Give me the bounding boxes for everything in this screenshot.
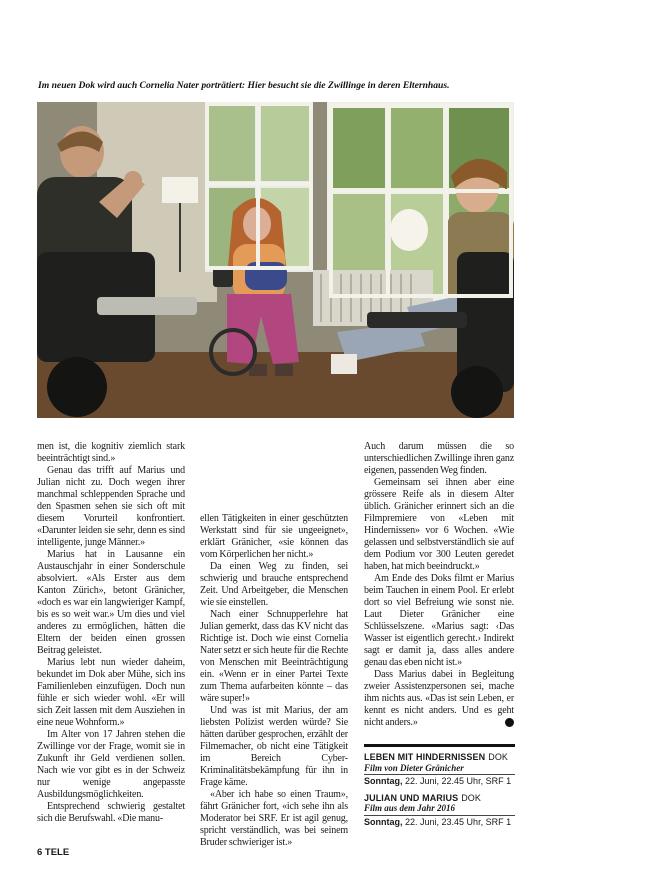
paragraph: Marius hat in Lausanne ein Austauschjahr in einer Sonderschule absolviert. «Als Erster aus dem Kanton Zürich», betont Gränicher, «doch es war ein langwieriger Kampf, bis es so weit war.» Um dies und viel anderes zu ermöglichen, hätten die Eltern der beiden einen grossen Beitrag geleistet.: [37, 549, 185, 656]
paragraph: «Aber ich habe so einen Traum», fährt Gränicher fort, «ich sehe ihn als Moderator bei SRF. Er ist agil genug, spricht verständlich, was bei seinem Bruder schwieriger ist.»: [200, 789, 348, 848]
paragraph: Im Alter von 17 Jahren stehen die Zwillinge vor der Frage, womit sie in Zukunft ihr Geld verdienen sollen. Nach wie vor gibt es in der Schweiz nur wenige angepasste Ausbildungsmöglichkeiten.: [37, 729, 185, 800]
listing-rule: [364, 744, 515, 747]
listing-day: Sonntag,: [364, 776, 403, 786]
paragraph-last: [364, 669, 520, 729]
listing-airtime: [364, 815, 515, 828]
tv-listing-box: [364, 744, 515, 833]
listing-entry: [364, 793, 515, 828]
listing-title: LEBEN MIT HINDERNISSEN: [364, 752, 486, 762]
listing-time: 22. Juni, 22.45 Uhr, SRF 1: [405, 776, 512, 786]
paragraph: Am Ende des Doks filmt er Marius beim Tauchen in einem Pool. Er erlebt dort so viel Befreiung wie sonst nie. Laut Dieter Gränicher eine Schlüsselszene. «Marius sagt: ‹Das Wasser ist eigentlich gerecht.› Indirekt sagt er damit ja, dass alles andere genau das eben nicht ist.»: [364, 573, 514, 668]
paragraph: Auch darum müssen die so unterschiedlichen Zwillinge ihren ganz eigenen, passenden Weg finden.: [364, 441, 514, 476]
paragraph: Und was ist mit Marius, der am liebsten Polizist werden würde? Sie hätten darüber gesprochen, erzählt der Filmemacher, ob nicht eine Tätigkeit im Bereich Cyber-Kriminalitätsbekämpfung für ihn in Frage käme.: [200, 705, 348, 788]
text-column-3: [364, 441, 520, 729]
listing-genre: DOK: [488, 752, 509, 762]
paragraph: ellen Tätigkeiten in einer geschützten Werkstatt sind für sie ungeeignet», erklärt Gränicher, «sie können das vom Körperlichen her nicht.»: [200, 513, 348, 560]
paragraph: men ist, die kognitiv ziemlich stark beeinträchtigt sind.»: [37, 441, 185, 464]
listing-genre: DOK: [461, 792, 482, 803]
listing-airtime: [364, 774, 515, 787]
paragraph: Marius lebt nun wieder daheim, bekundet im Dok aber Mühe, sich ins Familienleben einzufügen. Doch nun fühle er sich wieder wohl. «Er will sich Zeit lassen mit dem Ausziehen in eine neue Wohnform.»: [37, 657, 185, 728]
paragraph: Da einen Weg zu finden, sei schwierig und brauche entsprechend Zeit. Und Arbeitgeber, die Menschen wie sie einstellen.: [200, 561, 348, 608]
photo-caption: Im neuen Dok wird auch Cornelia Nater porträtiert: Hier besucht sie die Zwillinge in deren Elternhaus.: [38, 80, 450, 91]
text-column-2: [200, 513, 348, 849]
t-end-mark-icon: T: [505, 718, 514, 727]
paragraph: Gemeinsam sei ihnen aber eine grössere Reife als in diesem Alter üblich. Gränicher erinnert sich an die Filmpremiere von «Leben mit Hindernissen» vor 6 Wochen. «Wie gelassen und selbstverständlich sie auf dem Podium vor 300 Leuten geredet haben, hat mich beeindruckt.»: [364, 477, 514, 572]
paragraph: Genau das trifft auf Marius und Julian nicht zu. Doch wegen ihrer manchmal schleppenden Sprache und den Spasmen sehen sie sich oft mit diesem Vorurteil konfrontiert. «Darunter leiden sie sehr, denn es sind intelligente, junge Männer.»: [37, 465, 185, 548]
page-folio: 6 TELE: [37, 847, 70, 858]
photo-twins-visit: [37, 102, 514, 418]
listing-entry: [364, 752, 515, 787]
listing-time: 22. Juni, 23.45 Uhr, SRF 1: [405, 816, 512, 827]
listing-subtitle: Film aus dem Jahr 2016: [364, 803, 456, 813]
paragraph: Entsprechend schwierig gestaltet sich die Berufswahl. «Die manu-: [37, 801, 185, 824]
text-column-1: [37, 441, 185, 825]
listing-day: Sonntag,: [364, 816, 403, 827]
paragraph-text: Dass Marius dabei in Begleitung zweier Assistenzpersonen sei, mache ihm nichts aus. «Das ist sein Leben, er kennt es nicht anders. Und es geht nicht anders.»: [364, 669, 514, 728]
listing-title: JULIAN UND MARIUS: [364, 792, 459, 803]
listing-subtitle: Film von Dieter Gränicher: [364, 762, 464, 773]
paragraph: Nach einer Schnupperlehre hat Julian gemerkt, dass das KV nicht das Richtige ist. Doch wie einst Cornelia Nater setzt er sich heute für die Rechte von Menschen mit Beeinträchtigung ein. «Wenn er in einer Partei Texte zum Thema aufarbeiten könnte – das wäre super!»: [200, 609, 348, 704]
